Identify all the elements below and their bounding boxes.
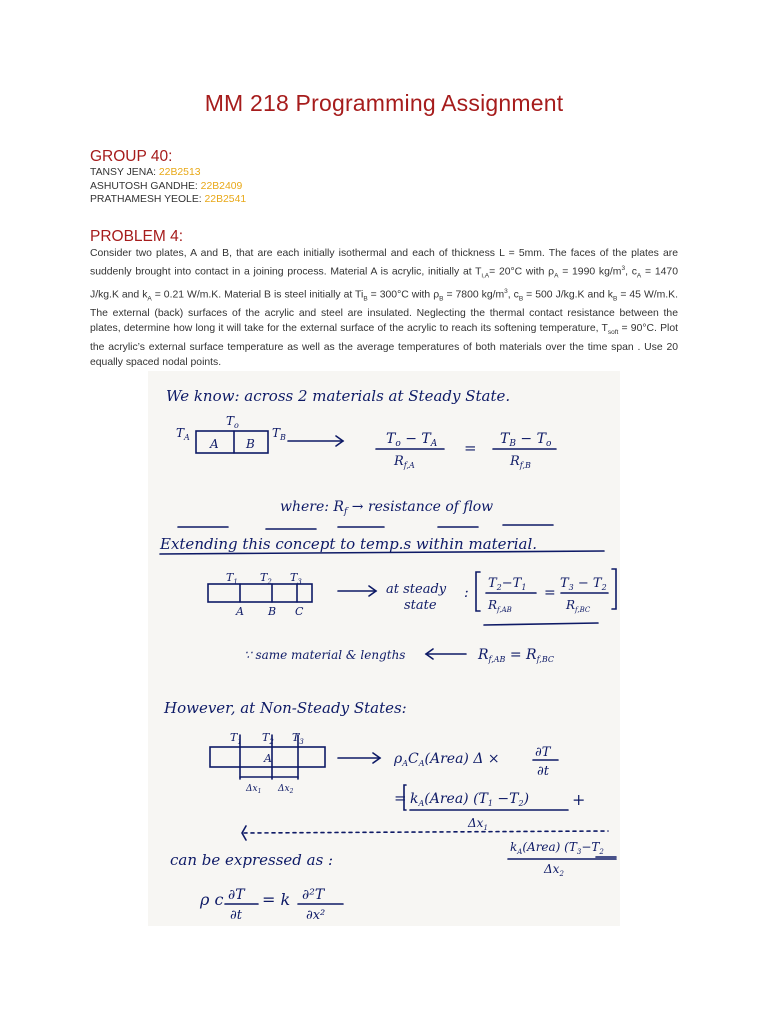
eq5-numerator: $k_A(Area)$ ($T_3-T_2$ — [510, 840, 604, 856]
svg-text:To: $T_o$ — [226, 414, 239, 430]
note-line-4: can be expressed as : — [170, 851, 334, 869]
svg-text:∂t: ∂t — [230, 908, 242, 923]
svg-text:Δx2: $\Delta x_2$ — [278, 784, 294, 795]
eq2-numerator-2: $T_3 - T_2$ — [560, 576, 607, 592]
member-row — [90, 166, 246, 180]
note-line-2: Extending this concept to temp.s within material. — [160, 535, 538, 553]
resistance-relation: $R_{f,AB} = R_{f,BC}$ — [478, 647, 554, 664]
svg-text:=: = — [394, 789, 407, 807]
handwritten-notes-image — [148, 371, 620, 926]
svg-text:A: A — [236, 605, 244, 618]
svg-text:T3: $T_3$ — [292, 731, 304, 746]
member-name: ASHUTOSH GANDHE: — [90, 180, 201, 192]
svg-text:T2: $T_2$ — [262, 731, 274, 746]
svg-text:state: state — [404, 598, 437, 613]
svg-text:Δx1: $\Delta x_1$ — [468, 816, 488, 832]
svg-text:B: B — [268, 605, 277, 618]
note-line-3: However, at Non-Steady States: — [164, 699, 407, 717]
svg-text:TA: $T_A$ — [176, 426, 190, 442]
eq4-numerator: $k_A(Area)$ $(T_1 -T_2)$ — [410, 791, 530, 808]
svg-text:=: = — [544, 585, 556, 601]
svg-text::: : — [464, 585, 469, 601]
svg-text:∂x²: ∂x² — [306, 908, 326, 923]
svg-text:B: B — [246, 437, 255, 451]
eq3-left: $\rho_AC_A(Area) \Delta$ × — [394, 751, 500, 768]
eq2-denominator-1: $R_{f,AB}$ — [488, 598, 512, 614]
group-members — [90, 166, 246, 207]
member-row — [90, 180, 246, 194]
svg-text:A: A — [210, 437, 219, 451]
svg-text:∂²T: ∂²T — [302, 887, 325, 903]
svg-text:∂T: ∂T — [228, 887, 245, 903]
svg-text:T1: $T_1$ — [226, 571, 238, 586]
member-name: PRATHAMESH YEOLE: — [90, 194, 205, 206]
problem-statement: Consider two plates, A and B, that are each initially isothermal and each of thickness L = 5mm. The faces of the plates are suddenly brought into contact in a joining process. Material A is acrylic, initially at $T_{i,A}= 20^\circ C$ with $\rho_A = 1990$ $kg/m^3$, $c_A = 1470$ J/kg.K and $k_A = 0.21$ W/m.K. Material B is steel initially at $Ti_B = 300^\circ C$ with $\rho_B = 7800$ $kg/m^3$, $c_B = 500$ J/kg.K and $k_B = 45$ W/m.K. The external (back) surfaces of the acrylic and steel are insulated. Neglecting the thermal contact resistance between the plates, determine how long it will take for the external surface of the acrylic to reach its softening temperature, $T_{soft} = 90^\circ C$. Plot the acrylic’s external surface temperature as well as the average temperatures of both materials over the time span . Use 20 equally spaced nodal points. — [90, 248, 678, 369]
page-title: MM 218 Programming Assignment — [204, 90, 564, 116]
eq1-right-numerator: $T_B - T_o$ — [500, 431, 552, 449]
svg-text:= k: = k — [262, 890, 291, 909]
eq1-right-denominator: $R_{f,B}$ — [510, 454, 531, 470]
svg-text:T3: $T_3$ — [290, 571, 302, 586]
svg-text:at steady: at steady — [386, 582, 447, 597]
note-line-1: We know: across 2 materials at Steady State. — [166, 387, 511, 405]
eq2-numerator-1: $T_2-T_1$ — [488, 576, 527, 592]
same-material-note: ∵ same material & lengths — [244, 648, 406, 662]
handwritten-notes — [148, 371, 620, 926]
svg-text:∂t: ∂t — [537, 764, 549, 779]
eq1-left-denominator: $R_{f,A}$ — [394, 454, 415, 470]
where-note: where: $R_f$ → resistance of flow — [280, 499, 494, 517]
eq1-left-numerator: $T_o - T_A$ — [386, 431, 438, 449]
svg-text:T2: $T_2$ — [260, 571, 272, 586]
svg-text:Δx1: $\Delta x_1$ — [246, 784, 262, 795]
problem-heading: PROBLEM 4: — [90, 228, 184, 245]
member-roll: 22B2409 — [200, 180, 243, 192]
svg-text:=: = — [464, 439, 477, 457]
svg-text:Δx2: $\Delta x_2$ — [544, 862, 564, 878]
member-roll: 22B2541 — [204, 194, 247, 206]
member-name: TANSY JENA: — [90, 167, 159, 178]
member-roll: 22B2513 — [158, 167, 201, 178]
svg-text:+: + — [572, 790, 586, 809]
svg-text:ρ c: ρ c — [200, 890, 224, 909]
svg-text:∂T: ∂T — [535, 745, 551, 760]
svg-text:A: A — [264, 752, 272, 765]
svg-text:C: C — [295, 605, 304, 618]
svg-text:T1: $T_1$ — [230, 731, 242, 746]
svg-text:TB: $T_B$ — [272, 426, 286, 442]
member-row — [90, 193, 246, 207]
group-heading: GROUP 40: — [90, 148, 173, 165]
eq2-denominator-2: $R_{f,BC}$ — [566, 598, 591, 614]
